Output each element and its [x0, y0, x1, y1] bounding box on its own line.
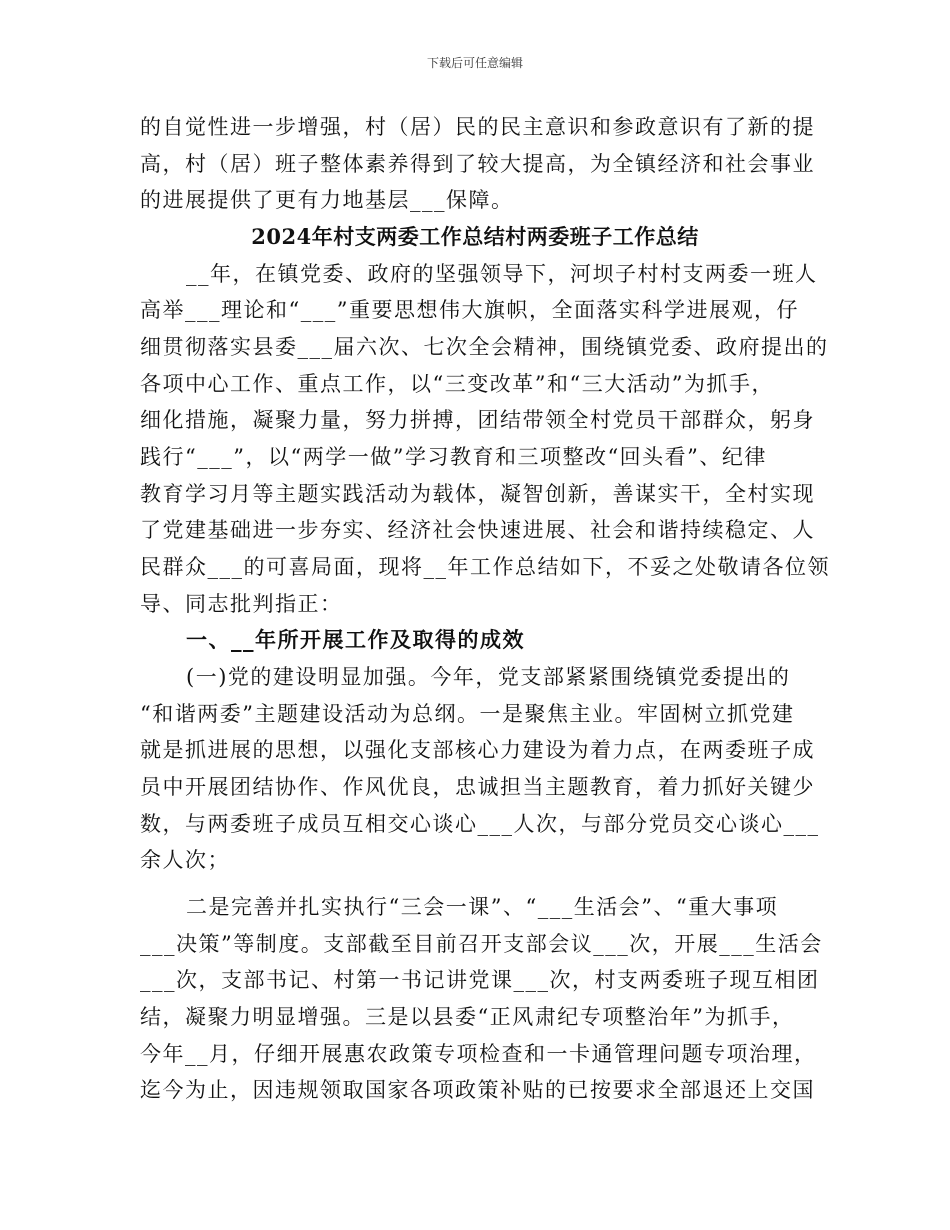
body-line: 数，与两委班子成员互相交心谈心___人次，与部分党员交心谈心___ [140, 812, 820, 836]
body-line: 员中开展团结协作、作风优良，忠诚担当主题教育，着力抓好关键少 [140, 775, 815, 799]
body-line: 细化措施，凝聚力量，努力拼搏，团结带领全村党员干部群众，躬身 [140, 408, 815, 432]
body-line: 高举___理论和“___”重要思想伟大旗帜，全面落实科学进展观，仔 [140, 298, 799, 322]
body-line: 的自觉性进一步增强，村（居）民的民主意识和参政意识有了新的提 [140, 115, 815, 139]
body-line: 余人次； [140, 848, 230, 872]
body-line: __年，在镇党委、政府的坚强领导下，河坝子村村支两委一班人 [186, 262, 818, 286]
body-line: 民群众___的可喜局面，现将__年工作总结如下，不妥之处敬请各位领 [140, 555, 830, 579]
body-line: ___次，支部书记、村第一书记讲党课___次，村支两委班子现互相团 [140, 968, 820, 992]
body-line: 导、同志批判指正： [140, 592, 343, 616]
body-line: 各项中心工作、重点工作，以“三变改革”和“三大活动”为抓手， [140, 372, 774, 396]
body-line: “和谐两委”主题建设活动为总纲。一是聚焦主业。牢固树立抓党建 [140, 702, 795, 726]
body-line: 二是完善并扎实执行“三会一课”、“___生活会”、“重大事项 [186, 895, 779, 919]
body-line: 教育学习月等主题实践活动为载体，凝智创新，善谋实干，全村实现 [140, 482, 815, 506]
page-header: 下载后可任意编辑 [426, 56, 523, 70]
body-line: ___决策”等制度。支部截至目前召开支部会议___次，开展___生活会 [140, 932, 823, 956]
document-title: 2024年村支两委工作总结村两委班子工作总结 [251, 224, 699, 249]
body-line: 的进展提供了更有力地基层___保障。 [140, 188, 514, 212]
body-line: (一)党的建设明显加强。今年，党支部紧紧围绕镇党委提出的 [186, 665, 791, 689]
body-line: 践行“___”，以“两学一做”学习教育和三项整改“回头看”、纪律 [140, 445, 767, 469]
body-line: 结，凝聚力明显增强。三是以县委“正风肃纪专项整治年”为抓手， [140, 1005, 795, 1029]
section-heading: 一、__年所开展工作及取得的成效 [186, 627, 525, 652]
body-line: 就是抓进展的思想，以强化支部核心力建设为着力点，在两委班子成 [140, 738, 815, 762]
body-line: 了党建基础进一步夯实、经济社会快速进展、社会和谐持续稳定、人 [140, 518, 815, 542]
body-line: 迄今为止，因违规领取国家各项政策补贴的已按要求全部退还上交国 [140, 1078, 815, 1102]
body-line: 今年__月，仔细开展惠农政策专项检查和一卡通管理问题专项治理， [140, 1042, 817, 1066]
body-line: 细贯彻落实县委___届六次、七次全会精神，围绕镇党委、政府提出的 [140, 335, 829, 359]
body-line: 高，村（居）班子整体素养得到了较大提高，为全镇经济和社会事业 [140, 152, 815, 176]
